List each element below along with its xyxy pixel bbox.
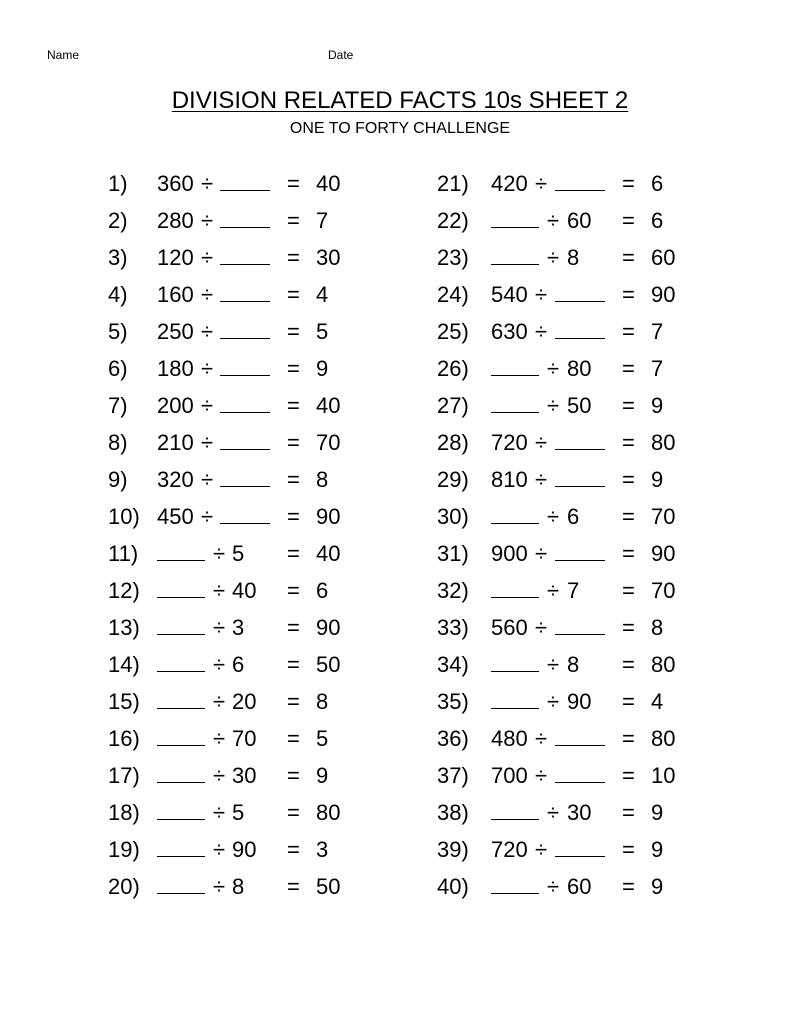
divisor: 60 [567, 208, 592, 233]
problem-row [0, 205, 800, 242]
equals-sign: = [622, 615, 635, 640]
divide-sign: ÷ [535, 171, 548, 196]
problem-number: 27) [437, 393, 469, 418]
problem-number: 38) [437, 800, 469, 825]
problem-row [0, 427, 800, 464]
equals-sign: = [622, 430, 635, 455]
dividend: 250 [157, 319, 194, 344]
quotient: 7 [316, 208, 329, 233]
divisor: 3 [232, 615, 245, 640]
divide-sign: ÷ [201, 171, 214, 196]
dividend: 450 [157, 504, 194, 529]
quotient: 7 [651, 319, 664, 344]
divide-sign: ÷ [535, 319, 548, 344]
problem-row [0, 686, 800, 723]
divide-sign: ÷ [213, 652, 226, 677]
problem-number: 1) [108, 171, 128, 196]
problem-number: 37) [437, 763, 469, 788]
divisor: 7 [567, 578, 580, 603]
divisor: 80 [567, 356, 592, 381]
dividend: 180 [157, 356, 194, 381]
divide-sign: ÷ [213, 689, 226, 714]
problem-number: 8) [108, 430, 128, 455]
quotient: 50 [316, 652, 341, 677]
equals-sign: = [287, 393, 300, 418]
dividend: 560 [491, 615, 528, 640]
problem-row [0, 723, 800, 760]
dividend-blank[interactable] [491, 797, 539, 829]
divisor: 20 [232, 689, 257, 714]
equals-sign: = [287, 282, 300, 307]
divisor: 60 [567, 874, 592, 899]
problem-number: 28) [437, 430, 469, 455]
divide-sign: ÷ [535, 430, 548, 455]
problem-row [0, 390, 800, 427]
name-label: Name [47, 48, 80, 62]
quotient: 80 [651, 652, 676, 677]
quotient: 40 [316, 393, 341, 418]
problem-number: 16) [108, 726, 140, 751]
divide-sign: ÷ [547, 800, 560, 825]
dividend-blank[interactable] [491, 575, 539, 607]
divide-sign: ÷ [547, 393, 560, 418]
quotient: 9 [651, 837, 664, 862]
dividend: 280 [157, 208, 194, 233]
dividend-blank[interactable] [491, 649, 539, 681]
divisor: 5 [232, 800, 245, 825]
divide-sign: ÷ [213, 800, 226, 825]
quotient: 8 [316, 467, 329, 492]
dividend: 720 [491, 837, 528, 862]
quotient: 90 [316, 504, 341, 529]
problem-number: 22) [437, 208, 469, 233]
equals-sign: = [287, 504, 300, 529]
divide-sign: ÷ [547, 356, 560, 381]
dividend: 630 [491, 319, 528, 344]
divide-sign: ÷ [213, 763, 226, 788]
problem-row [0, 538, 800, 575]
quotient: 80 [651, 726, 676, 751]
problem-number: 39) [437, 837, 469, 862]
equals-sign: = [287, 726, 300, 751]
equals-sign: = [287, 615, 300, 640]
divide-sign: ÷ [213, 726, 226, 751]
problem-row [0, 612, 800, 649]
problem-number: 18) [108, 800, 140, 825]
dividend: 720 [491, 430, 528, 455]
divide-sign: ÷ [535, 467, 548, 492]
problem-row [0, 871, 800, 908]
equals-sign: = [287, 430, 300, 455]
problem-row [0, 501, 800, 538]
equals-sign: = [287, 763, 300, 788]
problem-number: 20) [108, 874, 140, 899]
quotient: 9 [651, 874, 664, 899]
divide-sign: ÷ [201, 356, 214, 381]
quotient: 70 [651, 578, 676, 603]
divisor: 90 [232, 837, 257, 862]
problem-number: 25) [437, 319, 469, 344]
dividend: 320 [157, 467, 194, 492]
problem-number: 26) [437, 356, 469, 381]
divisor: 8 [567, 245, 580, 270]
divide-sign: ÷ [213, 837, 226, 862]
problem-number: 33) [437, 615, 469, 640]
quotient: 30 [316, 245, 341, 270]
quotient: 9 [316, 763, 329, 788]
dividend: 160 [157, 282, 194, 307]
equals-sign: = [287, 245, 300, 270]
equals-sign: = [287, 171, 300, 196]
equals-sign: = [287, 652, 300, 677]
divisor: 90 [567, 689, 592, 714]
dividend: 420 [491, 171, 528, 196]
equals-sign: = [287, 208, 300, 233]
quotient: 80 [316, 800, 341, 825]
divide-sign: ÷ [547, 652, 560, 677]
equals-sign: = [287, 874, 300, 899]
quotient: 9 [651, 467, 664, 492]
divide-sign: ÷ [201, 504, 214, 529]
divide-sign: ÷ [201, 282, 214, 307]
quotient: 90 [316, 615, 341, 640]
equals-sign: = [622, 504, 635, 529]
equals-sign: = [287, 689, 300, 714]
quotient: 5 [316, 726, 329, 751]
quotient: 8 [651, 615, 664, 640]
divisor-blank[interactable] [555, 538, 605, 570]
quotient: 10 [651, 763, 676, 788]
equals-sign: = [622, 245, 635, 270]
divide-sign: ÷ [201, 208, 214, 233]
divisor-blank[interactable] [555, 834, 605, 866]
divide-sign: ÷ [535, 763, 548, 788]
quotient: 5 [316, 319, 329, 344]
problem-number: 6) [108, 356, 128, 381]
problem-number: 9) [108, 467, 128, 492]
problem-row [0, 168, 800, 205]
equals-sign: = [287, 578, 300, 603]
dividend-blank[interactable] [491, 205, 539, 237]
quotient: 8 [316, 689, 329, 714]
equals-sign: = [287, 800, 300, 825]
divide-sign: ÷ [547, 504, 560, 529]
equals-sign: = [622, 578, 635, 603]
quotient: 6 [316, 578, 329, 603]
quotient: 3 [316, 837, 329, 862]
quotient: 7 [651, 356, 664, 381]
divide-sign: ÷ [547, 689, 560, 714]
quotient: 9 [651, 393, 664, 418]
divide-sign: ÷ [201, 430, 214, 455]
dividend: 480 [491, 726, 528, 751]
equals-sign: = [287, 837, 300, 862]
quotient: 80 [651, 430, 676, 455]
dividend: 210 [157, 430, 194, 455]
equals-sign: = [622, 171, 635, 196]
quotient: 9 [316, 356, 329, 381]
problem-number: 15) [108, 689, 140, 714]
equals-sign: = [287, 356, 300, 381]
problem-number: 36) [437, 726, 469, 751]
dividend: 200 [157, 393, 194, 418]
divide-sign: ÷ [201, 319, 214, 344]
divisor: 40 [232, 578, 257, 603]
divide-sign: ÷ [201, 393, 214, 418]
problem-number: 17) [108, 763, 140, 788]
divisor-blank[interactable] [555, 168, 605, 200]
problem-number: 34) [437, 652, 469, 677]
problem-number: 30) [437, 504, 469, 529]
problem-number: 31) [437, 541, 469, 566]
problem-row [0, 649, 800, 686]
problem-number: 40) [437, 874, 469, 899]
divisor-blank[interactable] [555, 612, 605, 644]
equals-sign: = [622, 726, 635, 751]
quotient: 40 [316, 541, 341, 566]
problem-number: 11) [108, 541, 139, 566]
divisor: 70 [232, 726, 257, 751]
problem-row [0, 797, 800, 834]
problem-number: 7) [108, 393, 128, 418]
problem-row [0, 242, 800, 279]
equals-sign: = [622, 652, 635, 677]
equals-sign: = [287, 467, 300, 492]
equals-sign: = [287, 541, 300, 566]
quotient: 40 [316, 171, 341, 196]
problem-row [0, 353, 800, 390]
divisor-blank[interactable] [555, 464, 605, 496]
problem-row [0, 575, 800, 612]
divisor: 8 [232, 874, 245, 899]
divisor-blank[interactable] [555, 723, 605, 755]
divisor: 30 [232, 763, 257, 788]
page-title [0, 86, 800, 116]
divide-sign: ÷ [547, 578, 560, 603]
equals-sign: = [622, 467, 635, 492]
quotient: 6 [651, 208, 664, 233]
problem-row [0, 316, 800, 353]
divide-sign: ÷ [535, 837, 548, 862]
quotient: 6 [651, 171, 664, 196]
divisor: 5 [232, 541, 245, 566]
divisor-blank[interactable] [555, 279, 605, 311]
divide-sign: ÷ [535, 726, 548, 751]
problem-number: 23) [437, 245, 469, 270]
problem-number: 4) [108, 282, 128, 307]
dividend: 360 [157, 171, 194, 196]
problem-number: 29) [437, 467, 469, 492]
dividend-blank[interactable] [491, 353, 539, 385]
quotient: 4 [651, 689, 664, 714]
divide-sign: ÷ [201, 467, 214, 492]
divisor: 8 [567, 652, 580, 677]
divide-sign: ÷ [213, 541, 226, 566]
divisor-blank[interactable] [555, 316, 605, 348]
equals-sign: = [622, 208, 635, 233]
divide-sign: ÷ [213, 615, 226, 640]
divide-sign: ÷ [201, 245, 214, 270]
dividend-blank[interactable] [491, 242, 539, 274]
equals-sign: = [622, 763, 635, 788]
problem-number: 12) [108, 578, 140, 603]
dividend: 700 [491, 763, 528, 788]
equals-sign: = [287, 319, 300, 344]
divisor: 6 [567, 504, 580, 529]
equals-sign: = [622, 393, 635, 418]
page-title-text: DIVISION RELATED FACTS 10s SHEET 2 [171, 87, 629, 114]
divide-sign: ÷ [535, 282, 548, 307]
page-subtitle: ONE TO FORTY CHALLENGE [289, 120, 511, 137]
problem-number: 32) [437, 578, 469, 603]
divide-sign: ÷ [535, 541, 548, 566]
divisor-blank[interactable] [555, 760, 605, 792]
dividend: 810 [491, 467, 528, 492]
divisor: 6 [232, 652, 245, 677]
divide-sign: ÷ [535, 615, 548, 640]
problem-row [0, 464, 800, 501]
problem-number: 24) [437, 282, 469, 307]
equals-sign: = [622, 800, 635, 825]
equals-sign: = [622, 689, 635, 714]
quotient: 4 [316, 282, 329, 307]
problem-row [0, 834, 800, 871]
divide-sign: ÷ [547, 208, 560, 233]
problem-row [0, 279, 800, 316]
problem-number: 14) [108, 652, 140, 677]
date-label: Date [328, 48, 354, 62]
equals-sign: = [622, 874, 635, 899]
problem-number: 19) [108, 837, 140, 862]
dividend: 540 [491, 282, 528, 307]
divide-sign: ÷ [547, 874, 560, 899]
dividend-blank[interactable] [491, 871, 539, 903]
equals-sign: = [622, 541, 635, 566]
problem-column-right [0, 168, 800, 908]
problem-number: 21) [437, 171, 469, 196]
quotient: 70 [316, 430, 341, 455]
divisor: 50 [567, 393, 592, 418]
quotient: 90 [651, 541, 676, 566]
dividend: 120 [157, 245, 194, 270]
divide-sign: ÷ [213, 874, 226, 899]
problem-row [0, 760, 800, 797]
equals-sign: = [622, 356, 635, 381]
problem-number: 13) [108, 615, 140, 640]
divide-sign: ÷ [547, 245, 560, 270]
quotient: 60 [651, 245, 676, 270]
problem-number: 10) [108, 504, 140, 529]
equals-sign: = [622, 837, 635, 862]
quotient: 90 [651, 282, 676, 307]
quotient: 9 [651, 800, 664, 825]
divisor-blank[interactable] [555, 427, 605, 459]
quotient: 50 [316, 874, 341, 899]
quotient: 70 [651, 504, 676, 529]
dividend: 900 [491, 541, 528, 566]
dividend-blank[interactable] [491, 390, 539, 422]
dividend-blank[interactable] [491, 501, 539, 533]
divisor: 30 [567, 800, 592, 825]
problem-number: 5) [108, 319, 128, 344]
equals-sign: = [622, 319, 635, 344]
problem-number: 35) [437, 689, 469, 714]
dividend-blank[interactable] [491, 686, 539, 718]
problem-number: 2) [108, 208, 128, 233]
equals-sign: = [622, 282, 635, 307]
problem-number: 3) [108, 245, 128, 270]
divide-sign: ÷ [213, 578, 226, 603]
